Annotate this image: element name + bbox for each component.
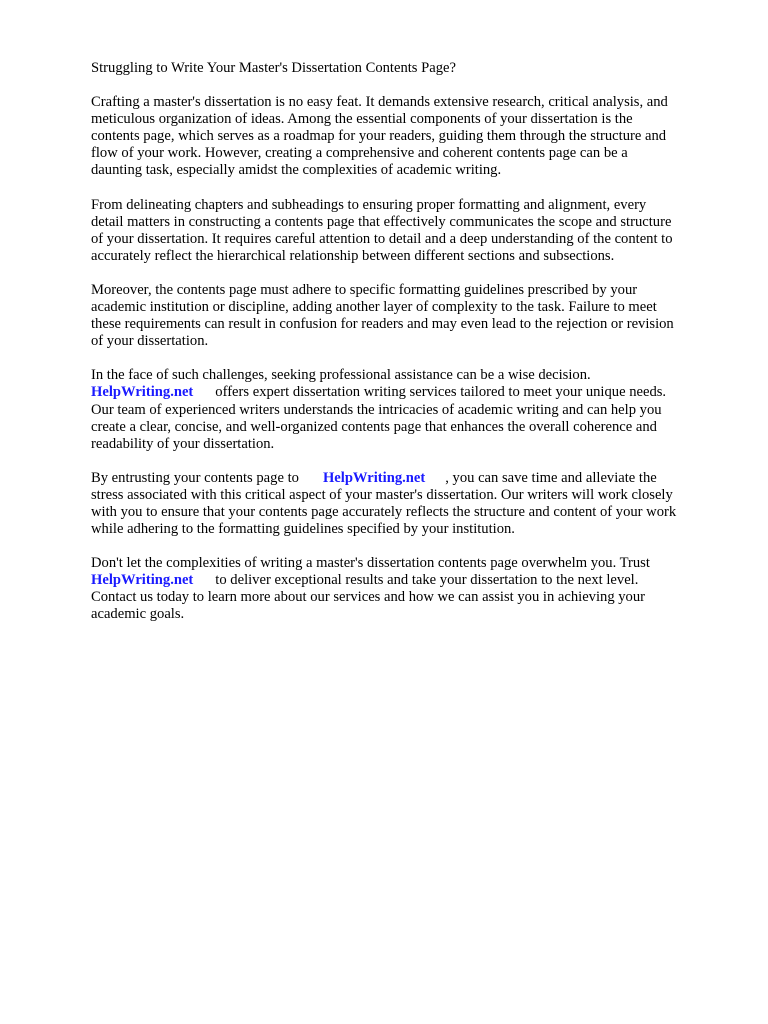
text-line: Don't let the complexities of writing a master's dissertation contents page overwhelm you. Trust xyxy=(91,555,650,572)
text-line: readability of your dissertation. xyxy=(91,435,275,452)
text-line: flow of your work. However, creating a comprehensive and coherent contents page can be a xyxy=(91,145,628,162)
text-line: In the face of such challenges, seeking professional assistance can be a wise decision. xyxy=(91,367,591,384)
text-line: Our team of experienced writers understands the intricacies of academic writing and can help you xyxy=(91,401,662,418)
text-line: contents page, which serves as a roadmap for your readers, guiding them through the structure and xyxy=(91,128,667,145)
paragraph-entrusting xyxy=(91,470,716,538)
document-title: Struggling to Write Your Master's Dissertation Contents Page? xyxy=(91,60,456,76)
text-line: academic institution or discipline, adding another layer of complexity to the task. Failure to meet xyxy=(91,299,657,316)
text-line: Crafting a master's dissertation is no easy feat. It demands extensive research, critical analysis, and xyxy=(91,94,668,111)
text-line: create a clear, concise, and well-organized contents page that enhances the overall coherence and xyxy=(91,418,657,435)
text-line: while adhering to the formatting guidelines specified by your institution. xyxy=(91,521,515,538)
text-line: daunting task, especially amidst the complexities of academic writing. xyxy=(91,162,502,179)
text-line xyxy=(91,384,716,401)
helpwriting-link[interactable]: HelpWriting.net xyxy=(91,384,194,401)
paragraph-intro xyxy=(91,94,716,179)
text-segment: , you can save time and alleviate the xyxy=(445,469,657,486)
text-line: academic goals. xyxy=(91,606,185,623)
text-line: Contact us today to learn more about our services and how we can assist you in achieving your xyxy=(91,589,646,606)
paragraph-guidelines xyxy=(91,282,716,350)
text-segment: to deliver exceptional results and take your dissertation to the next level. xyxy=(215,572,639,589)
document-page xyxy=(91,60,716,641)
text-line: From delineating chapters and subheadings to ensuring proper formatting and alignment, every xyxy=(91,196,647,213)
paragraph-details xyxy=(91,197,716,265)
paragraph-assistance xyxy=(91,367,716,452)
text-line: with you to ensure that your contents page accurately reflects the structure and content of your work xyxy=(91,503,677,520)
helpwriting-link[interactable]: HelpWriting.net xyxy=(91,572,194,589)
text-line: Moreover, the contents page must adhere to specific formatting guidelines prescribed by your xyxy=(91,281,638,298)
helpwriting-link[interactable]: HelpWriting.net xyxy=(322,469,426,486)
paragraph-closing xyxy=(91,555,716,623)
text-line: of your dissertation. xyxy=(91,333,209,350)
text-segment: By entrusting your contents page to xyxy=(91,469,299,486)
text-line: detail matters in constructing a contents page that effectively communicates the scope and structure xyxy=(91,213,672,230)
text-segment: offers expert dissertation writing services tailored to meet your unique needs. xyxy=(215,384,667,401)
text-line: of your dissertation. It requires careful attention to detail and a deep understanding of the content to xyxy=(91,230,673,247)
text-line: accurately reflect the hierarchical relationship between different sections and subsections. xyxy=(91,247,615,264)
text-line xyxy=(91,470,716,487)
text-line: meticulous organization of ideas. Among the essential components of your dissertation is the xyxy=(91,111,633,128)
text-line: these requirements can result in confusion for readers and may even lead to the rejection or revision xyxy=(91,316,674,333)
text-line: stress associated with this critical aspect of your master's dissertation. Our writers will work closely xyxy=(91,486,673,503)
text-line xyxy=(91,572,716,589)
